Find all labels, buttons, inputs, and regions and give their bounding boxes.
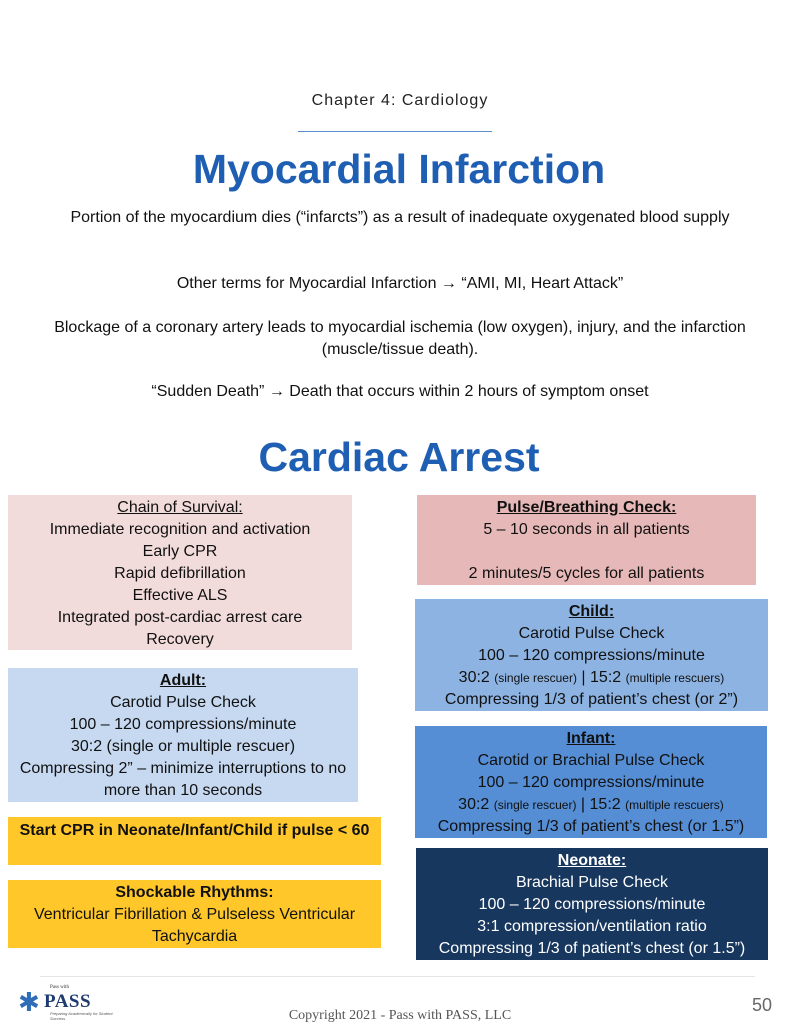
adult-compression-rate: 100 – 120 compressions/minute (69, 716, 297, 733)
chain-item: Immediate recognition and activation (49, 521, 311, 538)
infant-title: Infant: (566, 730, 616, 747)
mi-title: Myocardial Infarction (192, 146, 606, 192)
mi-other-terms (30, 273, 770, 295)
arrow-right-icon: → (440, 275, 457, 292)
neonate-compression-depth: Compressing 1/3 of patient’s chest (or 1.5”) (438, 940, 746, 957)
adult-box (8, 668, 358, 802)
adult-compression-depth: Compressing 2” – minimize interruptions to no more than 10 seconds (19, 760, 347, 799)
ca-title: Cardiac Arrest (258, 434, 540, 480)
chain-item: Effective ALS (132, 587, 228, 604)
chain-of-survival-box (8, 495, 352, 650)
logo-text: PASS (44, 991, 92, 1012)
adult-title: Adult: (159, 672, 207, 689)
child-box (415, 599, 768, 711)
footer-divider (40, 976, 755, 977)
chain-item: Rapid defibrillation (114, 565, 246, 582)
infant-compression-depth: Compressing 1/3 of patient’s chest (or 1.5”) (437, 818, 745, 835)
neonate-compression-rate: 100 – 120 compressions/minute (478, 896, 706, 913)
copyright: Copyright 2021 - Pass with PASS, LLC (288, 1008, 512, 1023)
chain-title: Chain of Survival: (117, 499, 243, 516)
pulse-check-title: Pulse/Breathing Check: (496, 499, 677, 516)
child-ratio: 30:2 (single rescuer) | 15:2 (multiple rescuers) (458, 669, 725, 686)
shockable-title: Shockable Rhythms: (115, 884, 274, 901)
child-pulse-check: Carotid Pulse Check (518, 625, 665, 642)
infant-ratio: 30:2 (single rescuer) | 15:2 (multiple rescuers) (458, 796, 724, 813)
chain-item: Recovery (146, 631, 214, 648)
pulse-check-line: 2 minutes/5 cycles for all patients (468, 565, 705, 582)
arrow-right-icon: → (268, 383, 285, 400)
start-cpr-box (8, 817, 381, 865)
shockable-rhythms-box (8, 880, 381, 948)
infant-compression-rate: 100 – 120 compressions/minute (477, 774, 705, 791)
child-title: Child: (568, 603, 615, 620)
neonate-title: Neonate: (557, 852, 627, 869)
page-number: 50 (752, 995, 773, 1015)
mi-blockage: Blockage of a coronary artery leads to myocardial ischemia (low oxygen), injury, and the infarction (muscle/tissue death). (54, 319, 746, 358)
shockable-text: Ventricular Fibrillation & Pulseless Ventricular Tachycardia (33, 906, 356, 945)
pulse-check-box (417, 495, 756, 585)
mi-other-terms-list: “AMI, MI, Heart Attack” (456, 275, 624, 292)
star-of-life-icon: ✱ (18, 987, 40, 1017)
neonate-ratio: 3:1 compression/ventilation ratio (477, 918, 707, 935)
chain-item: Early CPR (142, 543, 218, 560)
sudden-death-definition: Death that occurs within 2 hours of symptom onset (284, 383, 649, 400)
logo-small-text: Pass with (50, 985, 70, 990)
infant-box (415, 726, 767, 838)
mi-sudden-death (30, 381, 770, 403)
adult-pulse-check: Carotid Pulse Check (110, 694, 256, 711)
child-compression-rate: 100 – 120 compressions/minute (478, 647, 705, 664)
adult-ratio: 30:2 (single or multiple rescuer) (70, 738, 296, 755)
start-cpr-text: Start CPR in Neonate/Infant/Child if pulse < 60 (19, 822, 370, 839)
infant-pulse-check: Carotid or Brachial Pulse Check (477, 752, 705, 769)
logo-tagline: Preparing Academically for Student Success (50, 1011, 113, 1021)
neonate-pulse-check: Brachial Pulse Check (515, 874, 669, 891)
child-compression-depth: Compressing 1/3 of patient’s chest (or 2”) (444, 691, 739, 708)
mi-other-terms-label: Other terms for Myocardial Infarction (176, 275, 441, 292)
pulse-check-line: 5 – 10 seconds in all patients (483, 521, 690, 538)
mi-definition: Portion of the myocardium dies (“infarcts”) as a result of inadequate oxygenated blood supply (70, 209, 730, 226)
neonate-box (416, 848, 768, 960)
sudden-death-label: “Sudden Death” (151, 383, 269, 400)
chapter-heading: Chapter 4: Cardiology (311, 92, 489, 109)
chapter-divider (298, 131, 492, 132)
chain-item: Integrated post-cardiac arrest care (57, 609, 303, 626)
pass-logo (18, 985, 128, 1025)
